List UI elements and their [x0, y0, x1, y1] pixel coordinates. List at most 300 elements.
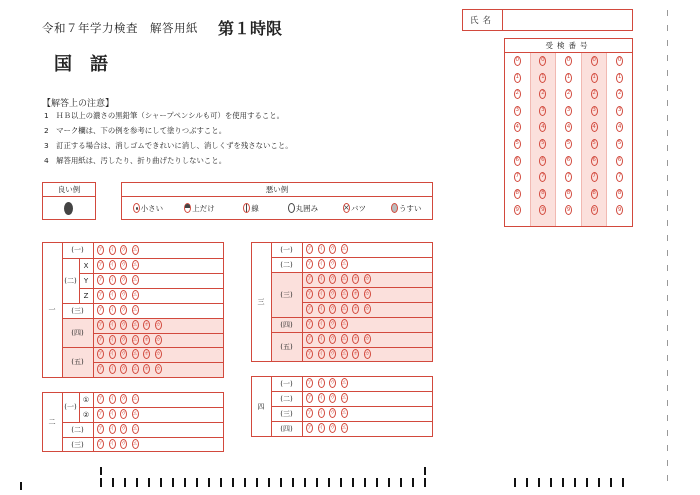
line-mark-icon	[243, 203, 250, 213]
answer-bubble[interactable]: エ	[341, 408, 348, 418]
answer-bubble[interactable]: エ	[132, 275, 139, 285]
answer-bubble[interactable]: オ	[143, 364, 150, 374]
digit-bubble[interactable]: 2	[514, 89, 521, 99]
timing-mark	[244, 478, 246, 487]
answer-bubble[interactable]: エ	[341, 274, 348, 284]
answer-row	[306, 408, 352, 418]
subject-title: 国語	[54, 54, 126, 75]
circle-mark-icon	[288, 203, 295, 213]
answer-bubble[interactable]: イ	[109, 335, 116, 345]
digit-bubble[interactable]: 3	[591, 106, 598, 116]
timing-mark	[160, 478, 162, 487]
answer-bubble[interactable]: オ	[352, 274, 359, 284]
answer-bubble[interactable]: ア	[97, 305, 104, 315]
digit-bubble[interactable]: 5	[565, 139, 572, 149]
note-3: 3 訂正する場合は、消しゴムできれいに消し、消しくずを残さないこと。	[44, 141, 293, 150]
answer-bubble[interactable]: オ	[352, 334, 359, 344]
perforation-mark	[667, 220, 668, 226]
faint-mark-icon	[391, 203, 398, 213]
answer-bubble[interactable]: イ	[318, 274, 325, 284]
digit-bubble[interactable]: 9	[565, 205, 572, 215]
answer-bubble[interactable]: エ	[132, 260, 139, 270]
answer-bubble[interactable]: エ	[132, 364, 139, 374]
digit-bubble[interactable]: 0	[514, 56, 521, 66]
answer-bubble[interactable]: ウ	[120, 394, 127, 404]
perforation-mark	[667, 130, 668, 136]
s1-q2-z-label: Z	[83, 291, 89, 300]
answer-bubble[interactable]: イ	[318, 408, 325, 418]
s1-q1-label: (一)	[71, 246, 84, 254]
answer-bubble[interactable]: エ	[341, 244, 348, 254]
answer-bubble[interactable]: イ	[109, 260, 116, 270]
answer-bubble[interactable]: ア	[97, 364, 104, 374]
answer-bubble[interactable]: カ	[155, 349, 162, 359]
answer-bubble[interactable]: ウ	[120, 305, 127, 315]
perforation-mark	[667, 445, 668, 451]
timing-mark	[304, 478, 306, 487]
s3-q4-label: (四)	[280, 320, 293, 329]
answer-bubble[interactable]: ウ	[120, 439, 127, 449]
perforation-mark	[667, 175, 668, 181]
answer-bubble[interactable]: カ	[364, 304, 371, 314]
answer-bubble[interactable]: エ	[132, 320, 139, 330]
digit-bubble[interactable]: 6	[514, 156, 521, 166]
timing-mark	[232, 478, 234, 487]
answer-bubble[interactable]: ア	[97, 320, 104, 330]
digit-bubble[interactable]: 8	[514, 189, 521, 199]
digit-bubble[interactable]: 7	[539, 172, 546, 182]
answer-bubble[interactable]: エ	[341, 423, 348, 433]
s1-q2-label: (二)	[64, 276, 77, 285]
timing-mark	[610, 478, 612, 487]
digit-bubble[interactable]: 4	[565, 122, 572, 132]
answer-bubble[interactable]: ウ	[120, 275, 127, 285]
answer-bubble[interactable]: カ	[364, 349, 371, 359]
answer-bubble[interactable]: ウ	[329, 393, 336, 403]
answer-row	[97, 424, 143, 434]
timing-mark	[196, 478, 198, 487]
s2-q1-2-label: ②	[82, 410, 90, 419]
perforation-mark	[667, 340, 668, 346]
answer-bubble[interactable]: エ	[341, 393, 348, 403]
perforation-mark	[667, 310, 668, 316]
answer-row	[97, 409, 143, 419]
perforation-mark	[667, 190, 668, 196]
answer-bubble[interactable]: ウ	[120, 409, 127, 419]
digit-bubble[interactable]: 7	[565, 172, 572, 182]
perforation-mark	[667, 40, 668, 46]
s1-q4-label: (四)	[71, 328, 84, 337]
digit-bubble[interactable]: 9	[539, 205, 546, 215]
timing-mark	[20, 482, 22, 490]
bad-example-top: 上だけ	[174, 203, 226, 214]
exam-number-label: 受検番号	[505, 39, 632, 53]
answer-row	[306, 259, 352, 269]
answer-row	[306, 423, 352, 433]
s3-q5-label: (五)	[280, 343, 293, 351]
perforation-mark	[667, 205, 668, 211]
answer-bubble[interactable]: ア	[97, 424, 104, 434]
timing-mark	[340, 478, 342, 487]
timing-mark	[268, 478, 270, 487]
answer-bubble[interactable]: ウ	[329, 423, 336, 433]
timing-mark	[256, 478, 258, 487]
digit-bubble[interactable]: 6	[539, 156, 546, 166]
answer-row	[306, 393, 352, 403]
digit-bubble[interactable]: 7	[514, 172, 521, 182]
digit-bubble[interactable]: 2	[616, 89, 623, 99]
bad-example-box	[121, 182, 433, 220]
timing-mark	[136, 478, 138, 487]
s2-q1-1-label: ①	[82, 395, 90, 404]
answer-bubble[interactable]: ア	[97, 260, 104, 270]
digit-bubble[interactable]: 5	[514, 139, 521, 149]
timing-mark	[316, 478, 318, 487]
answer-bubble[interactable]: ア	[97, 394, 104, 404]
answer-bubble[interactable]: イ	[109, 305, 116, 315]
answer-bubble[interactable]: イ	[109, 439, 116, 449]
answer-bubble[interactable]: イ	[109, 349, 116, 359]
answer-bubble[interactable]: ア	[97, 335, 104, 345]
digit-bubble[interactable]: 2	[565, 89, 572, 99]
timing-mark	[376, 478, 378, 487]
digit-bubble[interactable]: 5	[616, 139, 623, 149]
answer-row	[97, 305, 143, 315]
name-field[interactable]	[503, 10, 632, 30]
digit-bubble[interactable]: 1	[565, 73, 572, 83]
timing-mark	[124, 478, 126, 487]
answer-bubble[interactable]: イ	[318, 304, 325, 314]
perforation-mark	[667, 265, 668, 271]
digit-bubble[interactable]: 8	[565, 189, 572, 199]
answer-bubble[interactable]: イ	[318, 319, 325, 329]
section-1-label: 一	[48, 306, 56, 314]
digit-bubble[interactable]: 0	[539, 56, 546, 66]
answer-row	[97, 394, 143, 404]
s3-q1-label: (一)	[280, 245, 293, 254]
digit-bubble[interactable]: 1	[591, 73, 598, 83]
answer-bubble[interactable]: ウ	[329, 259, 336, 269]
good-example-label: 良い例	[43, 183, 95, 197]
answer-row	[97, 320, 166, 330]
answer-row	[306, 289, 375, 299]
perforation-mark	[667, 115, 668, 121]
answer-bubble[interactable]: ウ	[329, 319, 336, 329]
perforation-mark	[667, 475, 668, 481]
answer-bubble[interactable]: オ	[352, 289, 359, 299]
answer-bubble[interactable]: エ	[132, 305, 139, 315]
filled-mark-icon	[64, 202, 73, 215]
perforation-mark	[667, 145, 668, 151]
answer-bubble[interactable]: カ	[364, 274, 371, 284]
answer-bubble[interactable]: イ	[318, 378, 325, 388]
exam-digit-column	[505, 53, 531, 226]
answer-bubble[interactable]: イ	[109, 394, 116, 404]
timing-mark	[172, 478, 174, 487]
digit-bubble[interactable]: 4	[591, 122, 598, 132]
name-box	[462, 9, 633, 31]
answer-bubble[interactable]: オ	[143, 335, 150, 345]
answer-bubble[interactable]: オ	[352, 304, 359, 314]
answer-row	[306, 349, 375, 359]
answer-bubble[interactable]: ウ	[120, 290, 127, 300]
answer-bubble[interactable]: ア	[97, 245, 104, 255]
answer-bubble[interactable]: ウ	[329, 334, 336, 344]
s1-q5-label: (五)	[71, 358, 84, 366]
s3-q2-label: (二)	[280, 260, 293, 269]
answer-bubble[interactable]: カ	[364, 289, 371, 299]
bad-example-circle: 丸囲み	[277, 203, 329, 214]
timing-mark	[574, 478, 576, 487]
digit-bubble[interactable]: 1	[616, 73, 623, 83]
answer-row	[97, 364, 166, 374]
s4-q2-label: (二)	[280, 394, 293, 403]
answer-bubble[interactable]: カ	[364, 334, 371, 344]
answer-bubble[interactable]: イ	[318, 423, 325, 433]
perforation-mark	[667, 280, 668, 286]
bad-example-faint: うすい	[380, 203, 432, 214]
answer-bubble[interactable]: カ	[155, 335, 162, 345]
answer-bubble[interactable]: イ	[318, 244, 325, 254]
answer-row	[306, 378, 352, 388]
answer-bubble[interactable]: ア	[306, 423, 313, 433]
digit-bubble[interactable]: 5	[539, 139, 546, 149]
answer-bubble[interactable]: エ	[132, 424, 139, 434]
answer-bubble[interactable]: カ	[155, 320, 162, 330]
answer-row	[97, 335, 166, 345]
timing-mark	[622, 478, 624, 487]
timing-mark	[562, 478, 564, 487]
timing-mark	[364, 478, 366, 487]
digit-bubble[interactable]: 1	[514, 73, 521, 83]
timing-mark	[112, 478, 114, 487]
answer-bubble[interactable]: ア	[306, 259, 313, 269]
answer-bubble[interactable]: ア	[97, 290, 104, 300]
answer-bubble[interactable]: イ	[318, 349, 325, 359]
s2-q3-label: (三)	[71, 440, 84, 449]
answer-bubble[interactable]: イ	[109, 409, 116, 419]
answer-bubble[interactable]: エ	[132, 335, 139, 345]
s1-q2-x-label: X	[83, 261, 89, 270]
period-label: 第１時限	[218, 19, 283, 38]
digit-bubble[interactable]: 4	[514, 122, 521, 132]
answer-bubble[interactable]: エ	[132, 245, 139, 255]
digit-bubble[interactable]: 4	[539, 122, 546, 132]
digit-bubble[interactable]: 3	[616, 106, 623, 116]
perforation-mark	[667, 430, 668, 436]
answer-bubble[interactable]: ウ	[329, 378, 336, 388]
answer-bubble[interactable]: イ	[318, 259, 325, 269]
answer-bubble[interactable]: ウ	[120, 364, 127, 374]
answer-bubble[interactable]: ア	[306, 378, 313, 388]
perforation-mark	[667, 325, 668, 331]
answer-bubble[interactable]: ウ	[329, 274, 336, 284]
answer-bubble[interactable]: ウ	[120, 260, 127, 270]
answer-bubble[interactable]: ア	[306, 349, 313, 359]
answer-bubble[interactable]: ア	[306, 334, 313, 344]
answer-bubble[interactable]: ア	[306, 393, 313, 403]
timing-mark	[220, 478, 222, 487]
timing-mark	[526, 478, 528, 487]
perforation-mark	[667, 460, 668, 466]
answer-bubble[interactable]: オ	[352, 349, 359, 359]
answer-bubble[interactable]: オ	[143, 349, 150, 359]
answer-bubble[interactable]: エ	[341, 334, 348, 344]
answer-bubble[interactable]: ウ	[120, 245, 127, 255]
answer-bubble[interactable]: エ	[341, 304, 348, 314]
answer-bubble[interactable]: エ	[132, 290, 139, 300]
perforation-mark	[667, 25, 668, 31]
digit-bubble[interactable]: 3	[565, 106, 572, 116]
answer-row	[97, 260, 143, 270]
perforation-mark	[667, 235, 668, 241]
perforation-mark	[667, 55, 668, 61]
exam-digit-column	[582, 53, 608, 226]
timing-mark	[328, 478, 330, 487]
answer-bubble[interactable]: エ	[341, 259, 348, 269]
timing-mark	[208, 478, 210, 487]
digit-bubble[interactable]: 8	[539, 189, 546, 199]
timing-mark	[538, 478, 540, 487]
answer-bubble[interactable]: ウ	[120, 349, 127, 359]
cross-mark-icon: ×	[343, 203, 350, 212]
answer-bubble[interactable]: イ	[109, 424, 116, 434]
digit-bubble[interactable]: 3	[514, 106, 521, 116]
answer-bubble[interactable]: エ	[132, 439, 139, 449]
digit-bubble[interactable]: 0	[565, 56, 572, 66]
answer-bubble[interactable]: ウ	[329, 408, 336, 418]
digit-bubble[interactable]: 6	[565, 156, 572, 166]
answer-bubble[interactable]: ア	[97, 439, 104, 449]
small-dot-icon	[133, 203, 140, 213]
timing-mark	[184, 478, 186, 487]
exam-digit-column	[556, 53, 582, 226]
note-2: 2 マーク欄は、下の例を参考にして塗りつぶすこと。	[44, 126, 227, 135]
perforation-mark	[667, 295, 668, 301]
timing-mark	[100, 467, 102, 475]
perforation-mark	[667, 250, 668, 256]
timing-mark	[412, 478, 414, 487]
timing-mark	[550, 478, 552, 487]
perforation-mark	[667, 400, 668, 406]
good-example-box	[42, 182, 96, 220]
digit-bubble[interactable]: 9	[514, 205, 521, 215]
digit-bubble[interactable]: 9	[616, 205, 623, 215]
timing-mark	[586, 478, 588, 487]
answer-bubble[interactable]: ウ	[120, 320, 127, 330]
perforation-mark	[667, 85, 668, 91]
answer-row	[306, 304, 375, 314]
answer-bubble[interactable]: ウ	[120, 424, 127, 434]
perforation-mark	[667, 100, 668, 106]
exam-digit-column	[531, 53, 557, 226]
answer-row	[306, 244, 352, 254]
answer-bubble[interactable]: イ	[318, 393, 325, 403]
timing-mark	[292, 478, 294, 487]
answer-bubble[interactable]: イ	[109, 320, 116, 330]
answer-bubble[interactable]: エ	[341, 349, 348, 359]
answer-bubble[interactable]: イ	[318, 289, 325, 299]
answer-bubble[interactable]: ア	[97, 409, 104, 419]
digit-bubble[interactable]: 2	[539, 89, 546, 99]
section-2-label: 二	[48, 418, 56, 426]
section-4-label: 四	[257, 402, 265, 411]
answer-row	[97, 245, 143, 255]
answer-bubble[interactable]: エ	[341, 378, 348, 388]
answer-bubble[interactable]: オ	[143, 320, 150, 330]
answer-row	[97, 349, 166, 359]
answer-bubble[interactable]: ウ	[329, 244, 336, 254]
answer-bubble[interactable]: エ	[341, 319, 348, 329]
answer-bubble[interactable]: ア	[306, 244, 313, 254]
answer-bubble[interactable]: ア	[306, 289, 313, 299]
digit-bubble[interactable]: 0	[591, 56, 598, 66]
s2-q2-label: (二)	[71, 425, 84, 434]
answer-bubble[interactable]: イ	[318, 334, 325, 344]
answer-bubble[interactable]: イ	[109, 245, 116, 255]
answer-bubble[interactable]: ウ	[329, 304, 336, 314]
answer-bubble[interactable]: ウ	[329, 349, 336, 359]
digit-bubble[interactable]: 2	[591, 89, 598, 99]
digit-bubble[interactable]: 9	[591, 205, 598, 215]
s4-q1-label: (一)	[280, 379, 293, 388]
bad-example-label: 悪い例	[122, 183, 432, 197]
perforation-mark	[667, 355, 668, 361]
note-4: 4 解答用紙は、汚したり、折り曲げたりしないこと。	[44, 156, 227, 165]
answer-bubble[interactable]: ア	[306, 408, 313, 418]
digit-bubble[interactable]: 8	[616, 189, 623, 199]
digit-bubble[interactable]: 4	[616, 122, 623, 132]
digit-bubble[interactable]: 7	[591, 172, 598, 182]
answer-bubble[interactable]: ア	[306, 274, 313, 284]
timing-mark	[148, 478, 150, 487]
answer-row	[97, 290, 143, 300]
timing-mark	[388, 478, 390, 487]
name-label: 氏名	[463, 10, 503, 30]
digit-bubble[interactable]: 6	[591, 156, 598, 166]
digit-bubble[interactable]: 0	[616, 56, 623, 66]
digit-bubble[interactable]: 3	[539, 106, 546, 116]
answer-bubble[interactable]: ア	[97, 349, 104, 359]
answer-bubble[interactable]: イ	[109, 275, 116, 285]
answer-bubble[interactable]: ウ	[120, 335, 127, 345]
answer-bubble[interactable]: エ	[341, 289, 348, 299]
answer-bubble[interactable]: ア	[306, 304, 313, 314]
digit-bubble[interactable]: 6	[616, 156, 623, 166]
answer-bubble[interactable]: エ	[132, 409, 139, 419]
answer-row	[97, 439, 143, 449]
digit-bubble[interactable]: 8	[591, 189, 598, 199]
answer-bubble[interactable]: イ	[109, 290, 116, 300]
answer-bubble[interactable]: イ	[109, 364, 116, 374]
answer-row	[306, 319, 352, 329]
answer-bubble[interactable]: エ	[132, 349, 139, 359]
bad-example-small: 小さい	[122, 203, 174, 214]
answer-bubble[interactable]: エ	[132, 394, 139, 404]
s4-q3-label: (三)	[280, 409, 293, 418]
digit-bubble[interactable]: 1	[539, 73, 546, 83]
digit-bubble[interactable]: 5	[591, 139, 598, 149]
perforation-mark	[667, 385, 668, 391]
answer-bubble[interactable]: ア	[306, 319, 313, 329]
digit-bubble[interactable]: 7	[616, 172, 623, 182]
answer-bubble[interactable]: ウ	[329, 289, 336, 299]
exam-number-grid	[504, 38, 633, 227]
answer-bubble[interactable]: ア	[97, 275, 104, 285]
top-fill-icon	[184, 203, 191, 213]
section-3-label: 三	[257, 298, 265, 306]
answer-bubble[interactable]: カ	[155, 364, 162, 374]
